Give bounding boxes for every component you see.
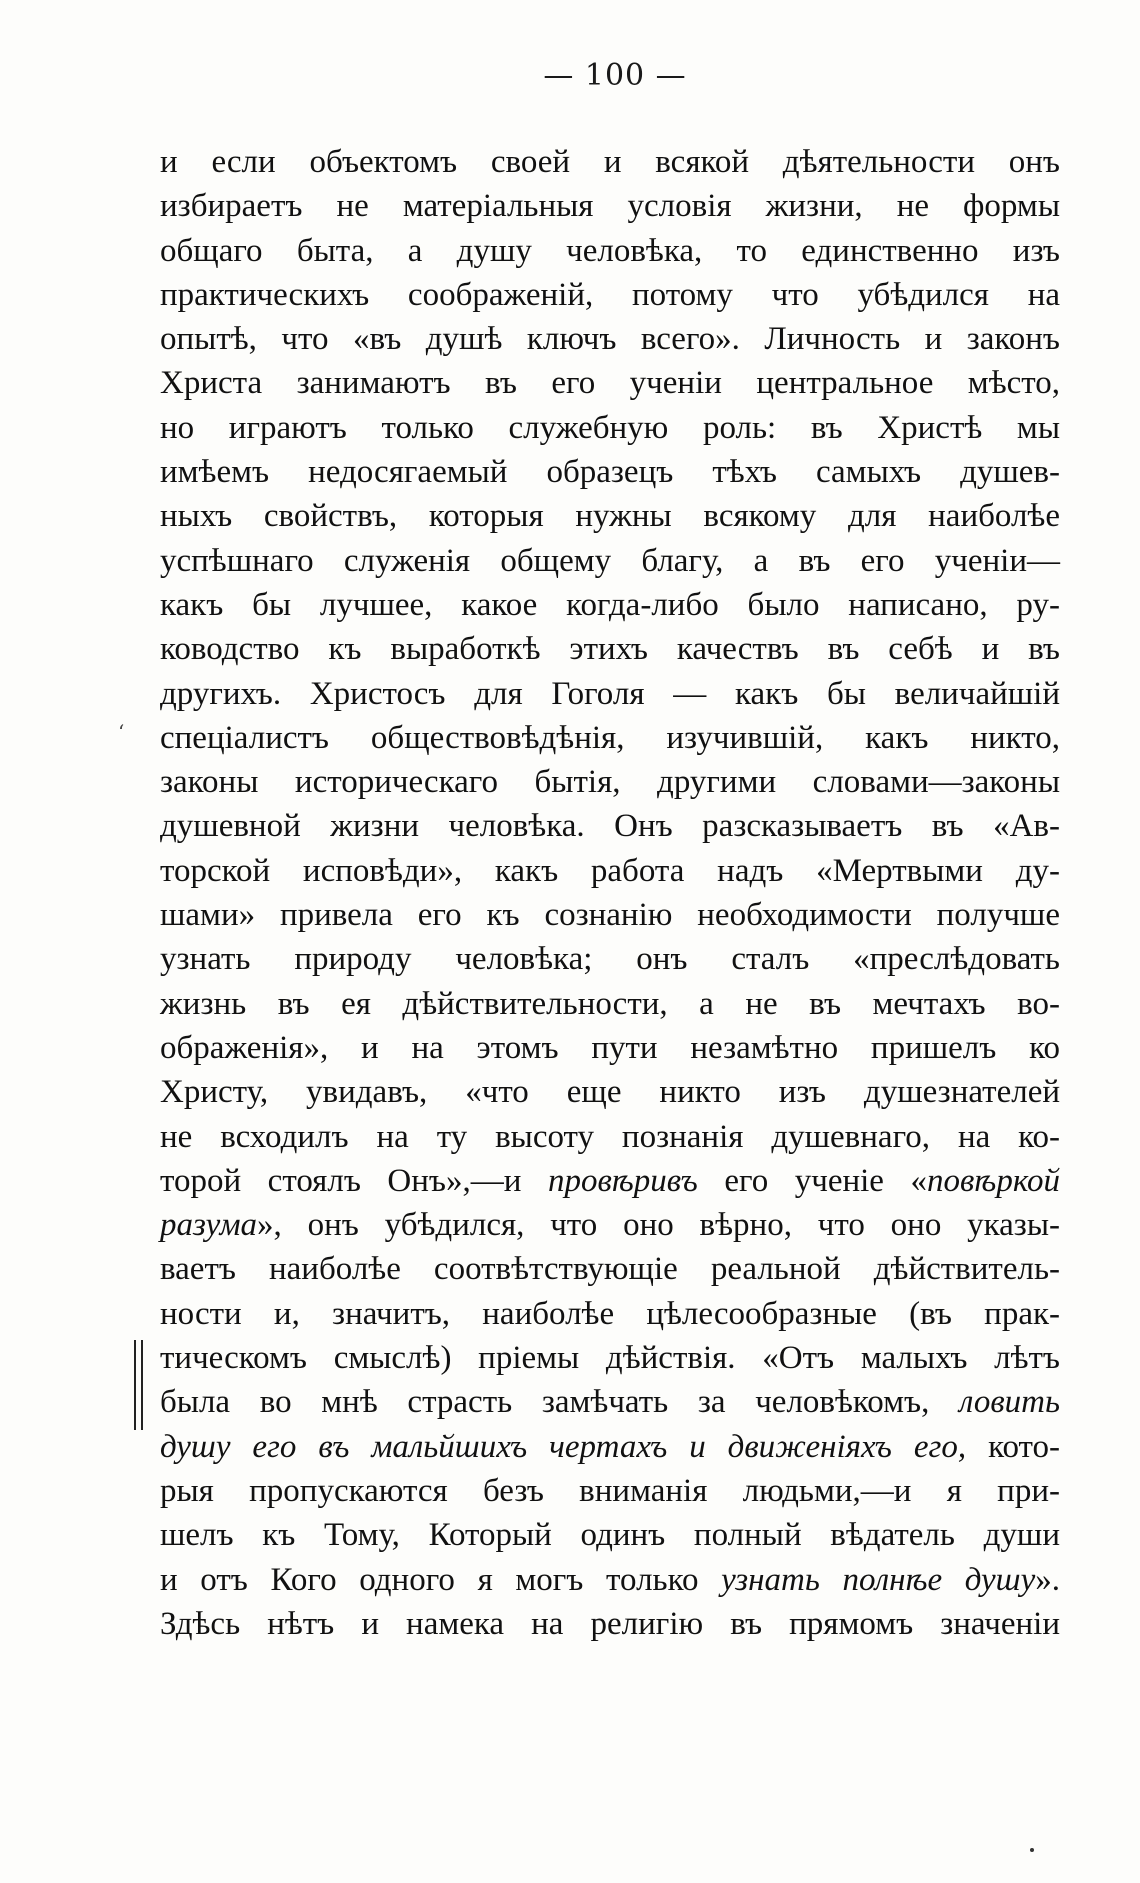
text-line: общаго быта, а душу человѣка, то единственно изъ [160,232,1060,269]
text-line: ображенія», и на этомъ пути незамѣтно пришелъ ко [160,1029,1060,1066]
text-line: узнать природу человѣка; онъ сталъ «преслѣдовать [160,941,1060,978]
text-line: Христу, увидавъ, «что еще никто изъ душезнателей [160,1074,1060,1111]
text-line: торой стоялъ Онъ»,—и провѣривъ его ученіе «повѣркой [160,1162,1060,1199]
margin-pencil-mark [134,1340,148,1430]
text-line: и отъ Кого одного я могъ только узнать полнѣе душу». [160,1561,1060,1598]
text-line: жизнь въ ея дѣйствительности, а не въ мечтахъ во- [160,985,1060,1022]
page-number: — 100 — [543,58,687,93]
text-line: Здѣсь нѣтъ и намека на религію въ прямомъ значеніи [160,1605,1060,1642]
text-line: торской исповѣди», какъ работа надъ «Мертвыми ду- [160,852,1060,889]
text-line: имѣемъ недосягаемый образецъ тѣхъ самыхъ душев- [160,454,1060,491]
text-line: была во мнѣ страсть замѣчать за человѣкомъ, ловить [160,1384,1060,1421]
text-line: избираетъ не матеріальныя условія жизни, не формы [160,188,1060,225]
text-line: душевной жизни человѣка. Онъ разсказываетъ въ «Ав- [160,808,1060,845]
text-line: какъ бы лучшее, какое когда-либо было написано, ру- [160,586,1060,623]
text-line: ныхъ свойствъ, которыя нужны всякому для наиболѣе [160,498,1060,535]
text-line: тическомъ смыслѣ) пріемы дѣйствія. «Отъ малыхъ лѣтъ [160,1340,1060,1377]
body-text [160,140,1060,1646]
page-dot [1030,1848,1034,1852]
text-line: практическихъ соображеній, потому что убѣдился на [160,276,1060,313]
text-line: душу его въ мальйшихъ чертахъ и движеніяхъ его, кото- [160,1428,1060,1465]
text-line: шелъ къ Тому, Который одинъ полный вѣдатель души [160,1517,1060,1554]
text-line: рыя пропускаются безъ вниманія людьми,—и я при- [160,1472,1060,1509]
text-line: опытѣ, что «въ душѣ ключъ всего». Личность и законъ [160,321,1060,358]
text-line: законы историческаго бытія, другими словами—законы [160,764,1060,801]
text-line: но играютъ только служебную роль: въ Христѣ мы [160,409,1060,446]
text-line: не всходилъ на ту высоту познанія душевнаго, на ко- [160,1118,1060,1155]
text-line: Христа занимаютъ въ его ученіи центральное мѣсто, [160,365,1060,402]
text-line: ности и, значитъ, наиболѣе цѣлесообразные (въ прак- [160,1295,1060,1332]
text-line: ваетъ наиболѣе соотвѣтствующіе реальной дѣйствитель- [160,1251,1060,1288]
text-line: спеціалистъ обществовѣдѣнія, изучившій, какъ никто, [160,719,1060,756]
margin-tick-mark: ‘ [118,720,125,744]
text-line: успѣшнаго служенія общему благу, а въ его ученіи— [160,542,1060,579]
text-line: ководство къ выработкѣ этихъ качествъ въ себѣ и въ [160,631,1060,668]
text-line: разума», онъ убѣдился, что оно вѣрно, что оно указы- [160,1207,1060,1244]
text-line: другихъ. Христосъ для Гоголя — какъ бы величайшій [160,675,1060,712]
text-line: шами» привела его къ сознанію необходимости получше [160,897,1060,934]
text-line: и если объектомъ своей и всякой дѣятельности онъ [160,144,1060,180]
